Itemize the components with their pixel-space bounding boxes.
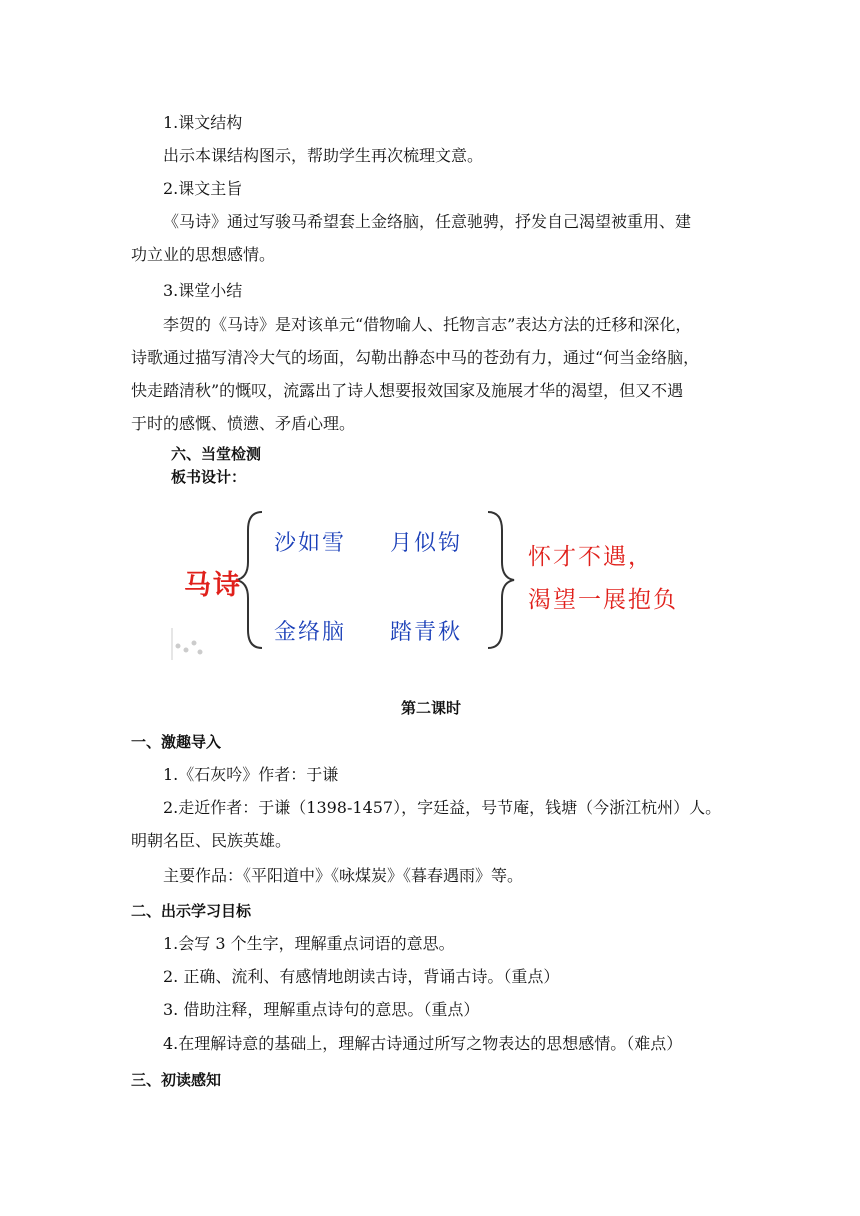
item1-title: 1.课文结构 [163, 113, 243, 132]
item3-title: 3.课堂小结 [163, 281, 243, 300]
h1-item2-line1: 2.走近作者：于谦（1398-1457），字廷益，号节庵，钱塘（今浙江杭州）人。 [163, 798, 722, 817]
goal-3: 3. 借助注释，理解重点诗句的意思。（重点） [163, 1000, 480, 1019]
phrase-jin-luo-nao: 金络脑 [274, 620, 347, 645]
h1-item1: 1.《石灰吟》作者：于谦 [163, 765, 339, 784]
conclusion-line2: 渴望一展抱负 [528, 587, 678, 613]
item3-line2: 诗歌通过描写清冷大气的场面，勾勒出静态中马的苍劲有力，通过“何当金络脑， [131, 348, 700, 367]
goal-1: 1.会写 3 个生字，理解重点词语的意思。 [163, 934, 455, 953]
item3-line3: 快走踏清秋”的慨叹，流露出了诗人想要报效国家及施展才华的渴望，但又不遇 [131, 381, 684, 400]
phrase-ta-qing-qiu: 踏青秋 [390, 620, 463, 645]
goal-4: 4.在理解诗意的基础上，理解古诗通过所写之物表达的思想感情。（难点） [163, 1034, 683, 1053]
heading-three: 三、初读感知 [131, 1071, 222, 1089]
heading-six: 六、当堂检测 [171, 445, 262, 463]
h1-item2-line2: 明朝名臣、民族英雄。 [131, 831, 292, 850]
board-design [170, 500, 690, 660]
item2-line1: 《马诗》通过写骏马希望套上金络脑，任意驰骋，抒发自己渴望被重用、建 [163, 212, 692, 231]
conclusion-line1: 怀才不遇， [528, 544, 653, 570]
phrase-yue-si-gou: 月似钩 [390, 531, 463, 556]
item2-line2: 功立业的思想感情。 [131, 245, 276, 264]
h1-works: 主要作品：《平阳道中》《咏煤炭》《暮春遇雨》等。 [163, 866, 524, 885]
phrase-sha-ru-xue: 沙如雪 [274, 531, 347, 556]
board-title: 马诗 [184, 570, 242, 601]
item1-text: 出示本课结构图示，帮助学生再次梳理文意。 [163, 146, 484, 165]
lesson-title: 第二课时 [400, 699, 461, 717]
right-brace [488, 512, 514, 648]
item3-line4: 于时的感慨、愤懑、矛盾心理。 [131, 414, 356, 433]
item3-line1: 李贺的《马诗》是对该单元“借物喻人、托物言志”表达方法的迁移和深化， [163, 315, 692, 334]
heading-two: 二、出示学习目标 [131, 902, 252, 920]
board-label: 板书设计： [171, 468, 247, 486]
heading-one: 一、激趣导入 [131, 733, 222, 751]
decorative-mark [172, 628, 202, 660]
goal-2: 2. 正确、流利、有感情地朗读古诗，背诵古诗。（重点） [163, 967, 560, 986]
item2-title: 2.课文主旨 [163, 179, 243, 198]
